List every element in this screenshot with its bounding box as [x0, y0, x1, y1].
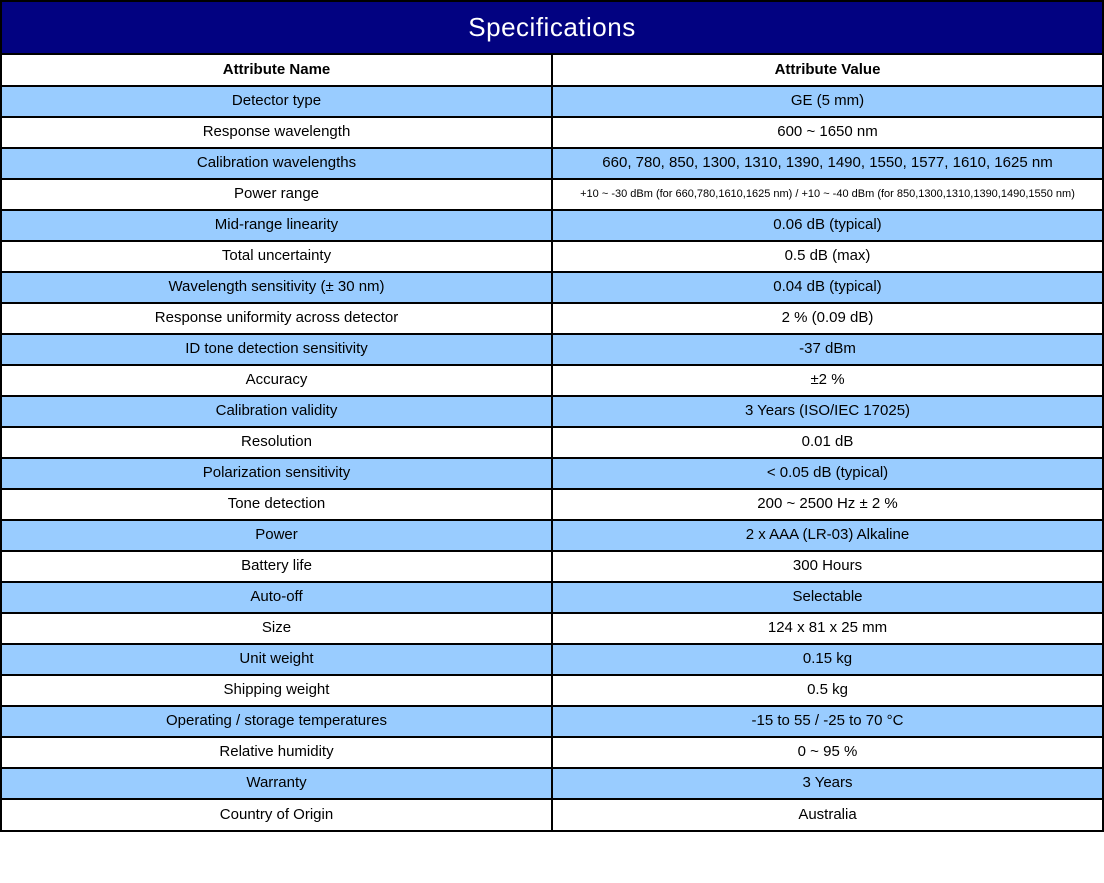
table-row: [2, 768, 1102, 799]
table-row: [2, 613, 1102, 644]
attribute-name-cell: Battery life: [2, 551, 552, 582]
attribute-name-cell: Shipping weight: [2, 675, 552, 706]
attribute-value-cell: 3 Years: [552, 768, 1102, 799]
attribute-name-cell: Power range: [2, 179, 552, 210]
page-title: Specifications: [468, 12, 636, 42]
table-row: [2, 148, 1102, 179]
attribute-value-cell: Australia: [552, 799, 1102, 830]
attribute-name-cell: Response wavelength: [2, 117, 552, 148]
table-row: [2, 675, 1102, 706]
attribute-value-cell: ±2 %: [552, 365, 1102, 396]
attribute-name-cell: Auto-off: [2, 582, 552, 613]
attribute-name-cell: Calibration wavelengths: [2, 148, 552, 179]
table-header: [2, 55, 1102, 86]
attribute-value-cell: 600 ~ 1650 nm: [552, 117, 1102, 148]
table-row: [2, 551, 1102, 582]
attribute-value-cell: 300 Hours: [552, 551, 1102, 582]
attribute-name-cell: Resolution: [2, 427, 552, 458]
attribute-value-cell: 0.06 dB (typical): [552, 210, 1102, 241]
attribute-value-cell: 200 ~ 2500 Hz ± 2 %: [552, 489, 1102, 520]
attribute-value-cell: 0.01 dB: [552, 427, 1102, 458]
table-row: [2, 582, 1102, 613]
attribute-value-cell: < 0.05 dB (typical): [552, 458, 1102, 489]
table-row: [2, 86, 1102, 117]
attribute-value-cell: 0.04 dB (typical): [552, 272, 1102, 303]
attribute-name-cell: Operating / storage temperatures: [2, 706, 552, 737]
attribute-value-cell: 3 Years (ISO/IEC 17025): [552, 396, 1102, 427]
attribute-value-cell: 0 ~ 95 %: [552, 737, 1102, 768]
table-row: [2, 117, 1102, 148]
attribute-value-cell: 0.15 kg: [552, 644, 1102, 675]
attribute-name-cell: Size: [2, 613, 552, 644]
attribute-name-cell: Relative humidity: [2, 737, 552, 768]
table-title-bar: [2, 2, 1102, 55]
attribute-name-cell: Wavelength sensitivity (± 30 nm): [2, 272, 552, 303]
table-row: [2, 179, 1102, 210]
attribute-value-cell: +10 ~ -30 dBm (for 660,780,1610,1625 nm) / +10 ~ -40 dBm (for 850,1300,1310,1390,1490,1550 nm): [552, 179, 1102, 210]
attribute-name-cell: Calibration validity: [2, 396, 552, 427]
table-row: [2, 210, 1102, 241]
attribute-name-cell: Power: [2, 520, 552, 551]
table-row: [2, 334, 1102, 365]
attribute-name-cell: Detector type: [2, 86, 552, 117]
attribute-name-cell: Tone detection: [2, 489, 552, 520]
table-row: [2, 365, 1102, 396]
attribute-value-cell: -37 dBm: [552, 334, 1102, 365]
attribute-name-cell: Polarization sensitivity: [2, 458, 552, 489]
attribute-value-cell: Selectable: [552, 582, 1102, 613]
attribute-name-cell: Response uniformity across detector: [2, 303, 552, 334]
table-row: [2, 458, 1102, 489]
attribute-name-cell: ID tone detection sensitivity: [2, 334, 552, 365]
table-row: [2, 427, 1102, 458]
table-row: [2, 396, 1102, 427]
attribute-value-cell: 0.5 kg: [552, 675, 1102, 706]
attribute-name-cell: Country of Origin: [2, 799, 552, 830]
table-row: [2, 303, 1102, 334]
table-row: [2, 241, 1102, 272]
attribute-value-cell: 124 x 81 x 25 mm: [552, 613, 1102, 644]
attribute-name-cell: Accuracy: [2, 365, 552, 396]
attribute-name-cell: Warranty: [2, 768, 552, 799]
table-row: [2, 706, 1102, 737]
attribute-value-cell: 2 % (0.09 dB): [552, 303, 1102, 334]
table-row: [2, 644, 1102, 675]
attribute-name-cell: Mid-range linearity: [2, 210, 552, 241]
attribute-value-cell: 660, 780, 850, 1300, 1310, 1390, 1490, 1550, 1577, 1610, 1625 nm: [552, 148, 1102, 179]
column-header-attribute-name: Attribute Name: [2, 55, 552, 86]
attributes-table: [2, 55, 1102, 830]
column-header-attribute-value: Attribute Value: [552, 55, 1102, 86]
table-row: [2, 737, 1102, 768]
table-row: [2, 489, 1102, 520]
spec-table-body: [2, 86, 1102, 830]
table-row: [2, 272, 1102, 303]
attribute-value-cell: 0.5 dB (max): [552, 241, 1102, 272]
table-row: [2, 520, 1102, 551]
attribute-value-cell: GE (5 mm): [552, 86, 1102, 117]
header-row: [2, 55, 1102, 86]
attribute-name-cell: Unit weight: [2, 644, 552, 675]
attribute-name-cell: Total uncertainty: [2, 241, 552, 272]
attribute-value-cell: -15 to 55 / -25 to 70 °C: [552, 706, 1102, 737]
table-row: [2, 799, 1102, 830]
attribute-value-cell: 2 x AAA (LR-03) Alkaline: [552, 520, 1102, 551]
